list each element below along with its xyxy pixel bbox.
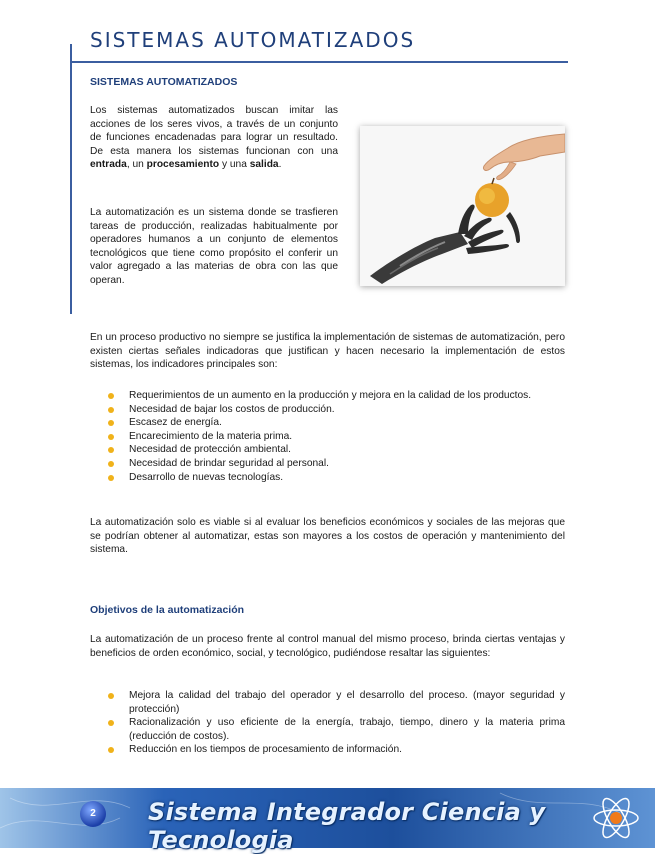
section-heading: SISTEMAS AUTOMATIZADOS: [90, 76, 238, 88]
bullet-dot-icon: [108, 693, 114, 699]
vertical-rule: [70, 44, 72, 314]
definition-paragraph: La automatización es un sistema donde se trasfieren tareas de producción, realizadas habitualmente por operadores humanos a un conjunto de elementos tecnológicos que tiene como propósito el conferir un valor agregado a las materias de obra con las que operan.: [90, 207, 338, 286]
intro-text-1: Los sistemas automatizados buscan imitar las acciones de los seres vivos, a través de un conjunto de funciones encadenadas para lograr un resultado. De esta manera los sistemas funcionan con una: [90, 105, 338, 157]
indicator-text: Encarecimiento de la materia prima.: [129, 430, 293, 442]
list-item: [108, 443, 565, 457]
objective-text: Racionalización y uso eficiente de la energía, trabajo, tiempo, dinero y la materia prima (reducción de costos).: [129, 717, 565, 742]
list-item: [108, 389, 565, 403]
list-item: [108, 430, 565, 444]
indicator-text: Desarrollo de nuevas tecnologías.: [129, 471, 284, 483]
objectives-list: [108, 689, 565, 757]
objectives-heading: Objetivos de la automatización: [90, 604, 245, 616]
list-item: [108, 457, 565, 471]
indicator-text: Requerimientos de un aumento en la producción y mejora en la calidad de los productos.: [129, 390, 532, 401]
indicator-text: Necesidad de brindar seguridad al personal.: [129, 457, 329, 469]
list-item: [108, 471, 565, 485]
list-item: [108, 743, 565, 757]
page-title: SISTEMAS AUTOMATIZADOS: [90, 28, 416, 52]
bullet-dot-icon: [108, 420, 114, 426]
bullet-dot-icon: [108, 475, 114, 481]
indicator-text: Necesidad de bajar los costos de producción.: [129, 403, 335, 415]
horizontal-rule: [70, 61, 568, 63]
list-item: [108, 403, 565, 417]
intro-text-3: y una: [219, 159, 250, 171]
intro-bold-entrada: entrada: [90, 159, 127, 171]
bullet-dot-icon: [108, 447, 114, 453]
list-item: [108, 716, 565, 743]
intro-text-2: , un: [126, 159, 147, 171]
objective-text: Mejora la calidad del trabajo del operador y el desarrollo del proceso. (mayor seguridad y protección): [129, 690, 565, 715]
bullet-dot-icon: [108, 461, 114, 467]
robot-hand-illustration: [360, 126, 565, 286]
indicator-text: Escasez de energía.: [129, 417, 222, 429]
bullet-dot-icon: [108, 434, 114, 440]
indicator-text: Necesidad de protección ambiental.: [129, 444, 291, 456]
indicators-list: [108, 389, 565, 484]
list-item: [108, 416, 565, 430]
bullet-dot-icon: [108, 720, 114, 726]
intro-bold-salida: salida: [249, 159, 279, 171]
viability-paragraph: La automatización solo es viable si al evaluar los beneficios económicos y sociales de las mejoras que se podrían obtener al automatizar, estas son mayores a los costos de operación y mantenimiento del sistema.: [90, 517, 565, 556]
objectives-intro: La automatización de un proceso frente al control manual del mismo proceso, brinda ciertas ventajas y beneficios de orden económico, social, y tecnológico, pudiéndose resaltar las siguientes:: [90, 634, 565, 659]
objective-text: Reducción en los tiempos de procesamiento de información.: [129, 744, 402, 756]
robot-hand-photo: [360, 126, 565, 286]
bullet-dot-icon: [108, 407, 114, 413]
list-item: [108, 689, 565, 716]
footer-banner-text: Sistema Integrador Ciencia y Tecnologia: [148, 798, 546, 854]
intro-paragraph: [90, 104, 338, 172]
intro-bold-procesamiento: procesamiento: [146, 159, 220, 171]
justification-paragraph: En un proceso productivo no siempre se justifica la implementación de sistemas de automatización, pero existen ciertas señales indicadoras que justifican y hacen necesario la implementación de estos sistemas, los indicadores principales son:: [90, 332, 565, 371]
bullet-dot-icon: [108, 747, 114, 753]
page-number-badge: 2: [80, 801, 106, 827]
bullet-dot-icon: [108, 393, 114, 399]
intro-text-4: .: [278, 159, 282, 171]
